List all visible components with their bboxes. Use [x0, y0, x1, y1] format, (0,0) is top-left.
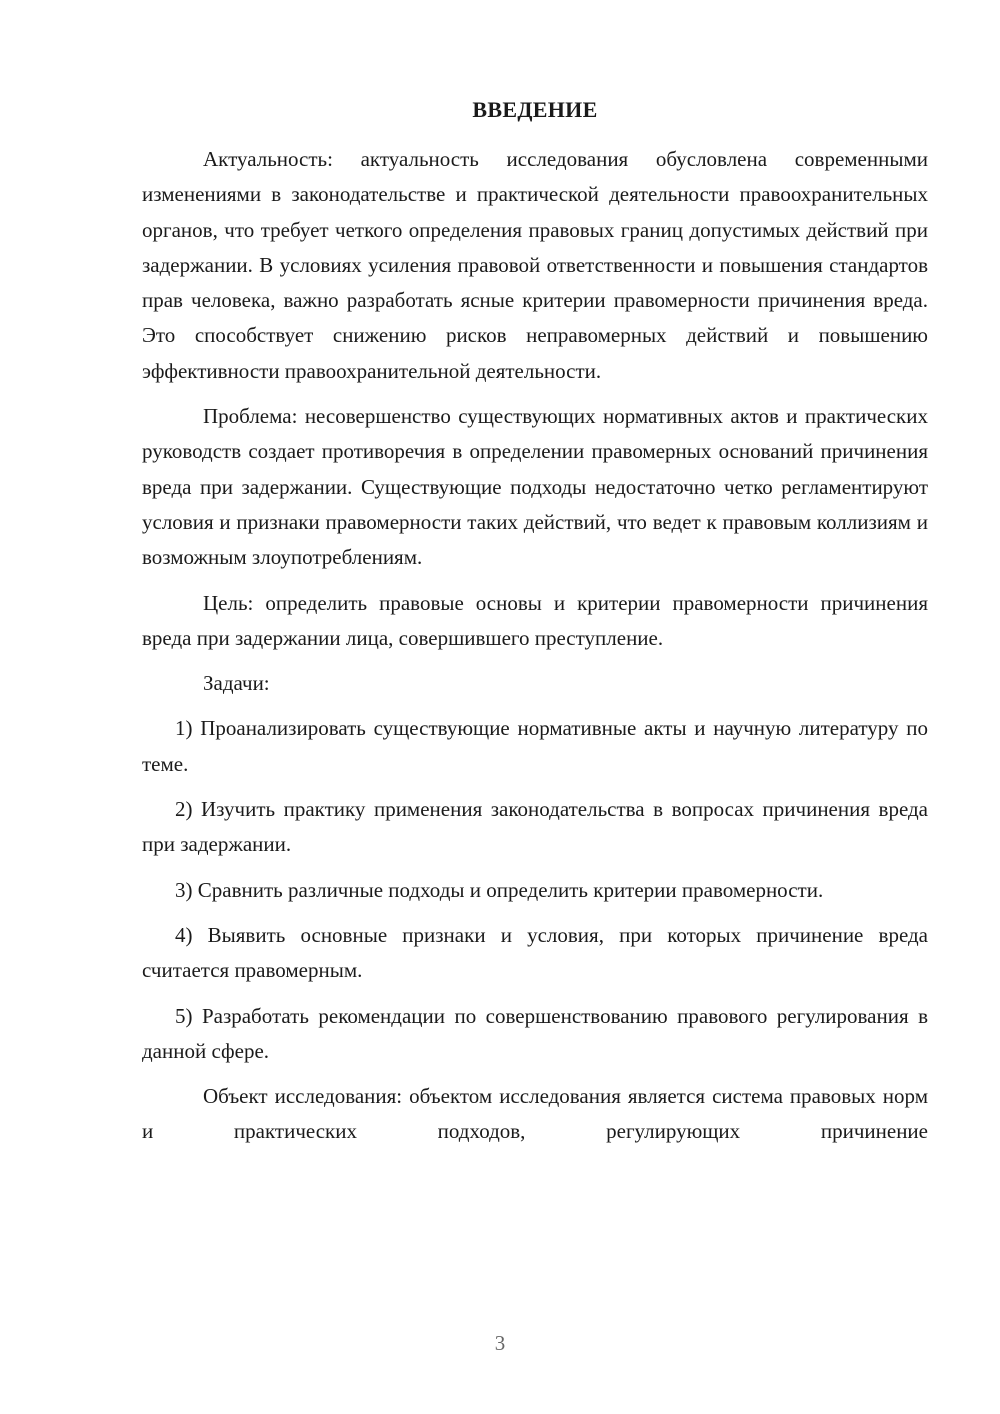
task-item-4: 4) Выявить основные признаки и условия, при которых причинение вреда считается правомерным. — [142, 922, 928, 983]
goal-paragraph: Цель: определить правовые основы и критерии правомерности причинения вреда при задержании лица, совершившего преступление. — [142, 590, 928, 650]
problem-paragraph: Проблема: несовершенство существующих нормативных актов и практических руководств создает противоречия в определении правомерных оснований причинения вреда при задержании. Существующие подходы недостаточно четко регламентируют условия и признаки правомерности таких действий, что ведет к правовым коллизиям и возможным злоупотреблениям. — [142, 404, 928, 570]
task-item-3: 3) Сравнить различные подходы и определить критерии правомерности. — [175, 877, 824, 902]
page-number: 3 — [494, 1331, 506, 1355]
task-item-5: 5) Разработать рекомендации по совершенствованию правового регулирования в данной сфере. — [142, 1003, 928, 1063]
document-page — [142, 92, 928, 1150]
task-item-1: 1) Проанализировать существующие нормативные акты и научную литературу по теме. — [142, 716, 928, 776]
object-paragraph: Объект исследования: объектом исследования является система правовых норм и практических подходов, регулирующих причинение — [142, 1084, 928, 1144]
relevance-paragraph: Актуальность: актуальность исследования обусловлена современными изменениями в законодательстве и практической деятельности правоохранительных органов, что требует четкого определения правовых границ допустимых действий при задержании. В условиях усиления правовой ответственности и повышения стандартов прав человека, важно разработать ясные критерии правомерности причинения вреда. Это способствует снижению рисков неправомерных действий и повышению эффективности правоохранительной деятельности. — [142, 147, 928, 383]
tasks-heading: Задачи: — [203, 671, 270, 696]
section-title: ВВЕДЕНИЕ — [472, 97, 598, 122]
task-item-2: 2) Изучить практику применения законодательства в вопросах причинения вреда при задержании. — [142, 797, 928, 857]
